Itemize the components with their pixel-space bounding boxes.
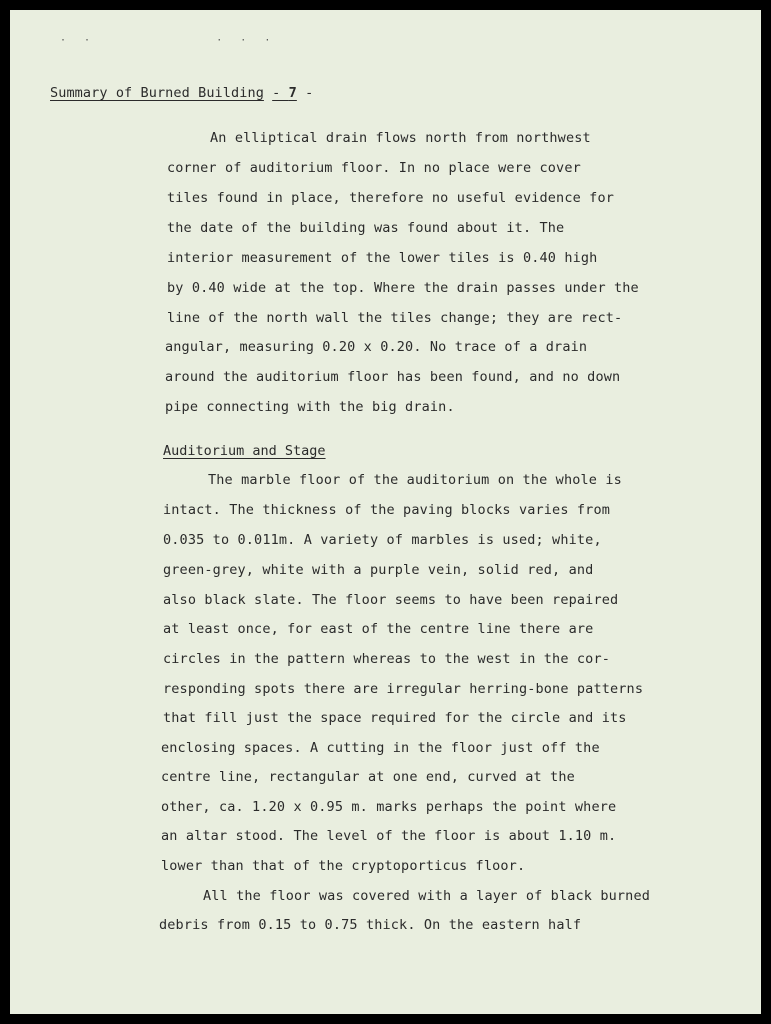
text-line: 0.035 to 0.011m. A variety of marbles is used; white,: [163, 532, 602, 548]
text-line: also black slate. The floor seems to have been repaired: [163, 592, 619, 608]
text-line: line of the north wall the tiles change; they are rect-: [167, 310, 623, 326]
header-trail: -: [296, 85, 314, 101]
text-line: circles in the pattern whereas to the west in the cor-: [163, 651, 610, 667]
text-line: An elliptical drain flows north from northwest: [210, 130, 591, 146]
text-line: that fill just the space required for the circle and its: [163, 710, 627, 726]
header-title: Summary of Burned Building: [50, 85, 264, 101]
text-line: All the floor was covered with a layer of black burned: [203, 888, 650, 904]
text-line: centre line, rectangular at one end, curved at the: [161, 769, 575, 785]
paper-specks: · · · · ·: [60, 35, 277, 46]
text-line: other, ca. 1.20 x 0.95 m. marks perhaps the point where: [161, 799, 617, 815]
text-line: at least once, for east of the centre line there are: [163, 621, 594, 637]
text-line: around the auditorium floor has been found, and no down: [165, 369, 621, 385]
text-line: angular, measuring 0.20 x 0.20. No trace of a drain: [165, 339, 588, 355]
page-header: [50, 85, 313, 101]
text-line: debris from 0.15 to 0.75 thick. On the eastern half: [159, 917, 582, 933]
text-line: The marble floor of the auditorium on the whole is: [208, 472, 622, 488]
text-line: lower than that of the cryptoporticus floor.: [161, 858, 526, 874]
text-line: by 0.40 wide at the top. Where the drain passes under the: [167, 280, 639, 296]
text-line: responding spots there are irregular herring-bone patterns: [163, 681, 644, 697]
text-line: an altar stood. The level of the floor is about 1.10 m.: [161, 828, 617, 844]
page-number: 7: [288, 85, 297, 101]
header-separator: -: [272, 85, 289, 101]
text-line: the date of the building was found about it. The: [167, 220, 565, 236]
section-heading: Auditorium and Stage: [163, 443, 326, 459]
document-page: [10, 10, 761, 1014]
text-line: corner of auditorium floor. In no place were cover: [167, 160, 581, 176]
text-line: tiles found in place, therefore no useful evidence for: [167, 190, 614, 206]
text-line: enclosing spaces. A cutting in the floor just off the: [161, 740, 600, 756]
text-line: pipe connecting with the big drain.: [165, 399, 455, 415]
text-line: intact. The thickness of the paving blocks varies from: [163, 502, 610, 518]
text-line: interior measurement of the lower tiles is 0.40 high: [167, 250, 598, 266]
text-line: green-grey, white with a purple vein, solid red, and: [163, 562, 594, 578]
